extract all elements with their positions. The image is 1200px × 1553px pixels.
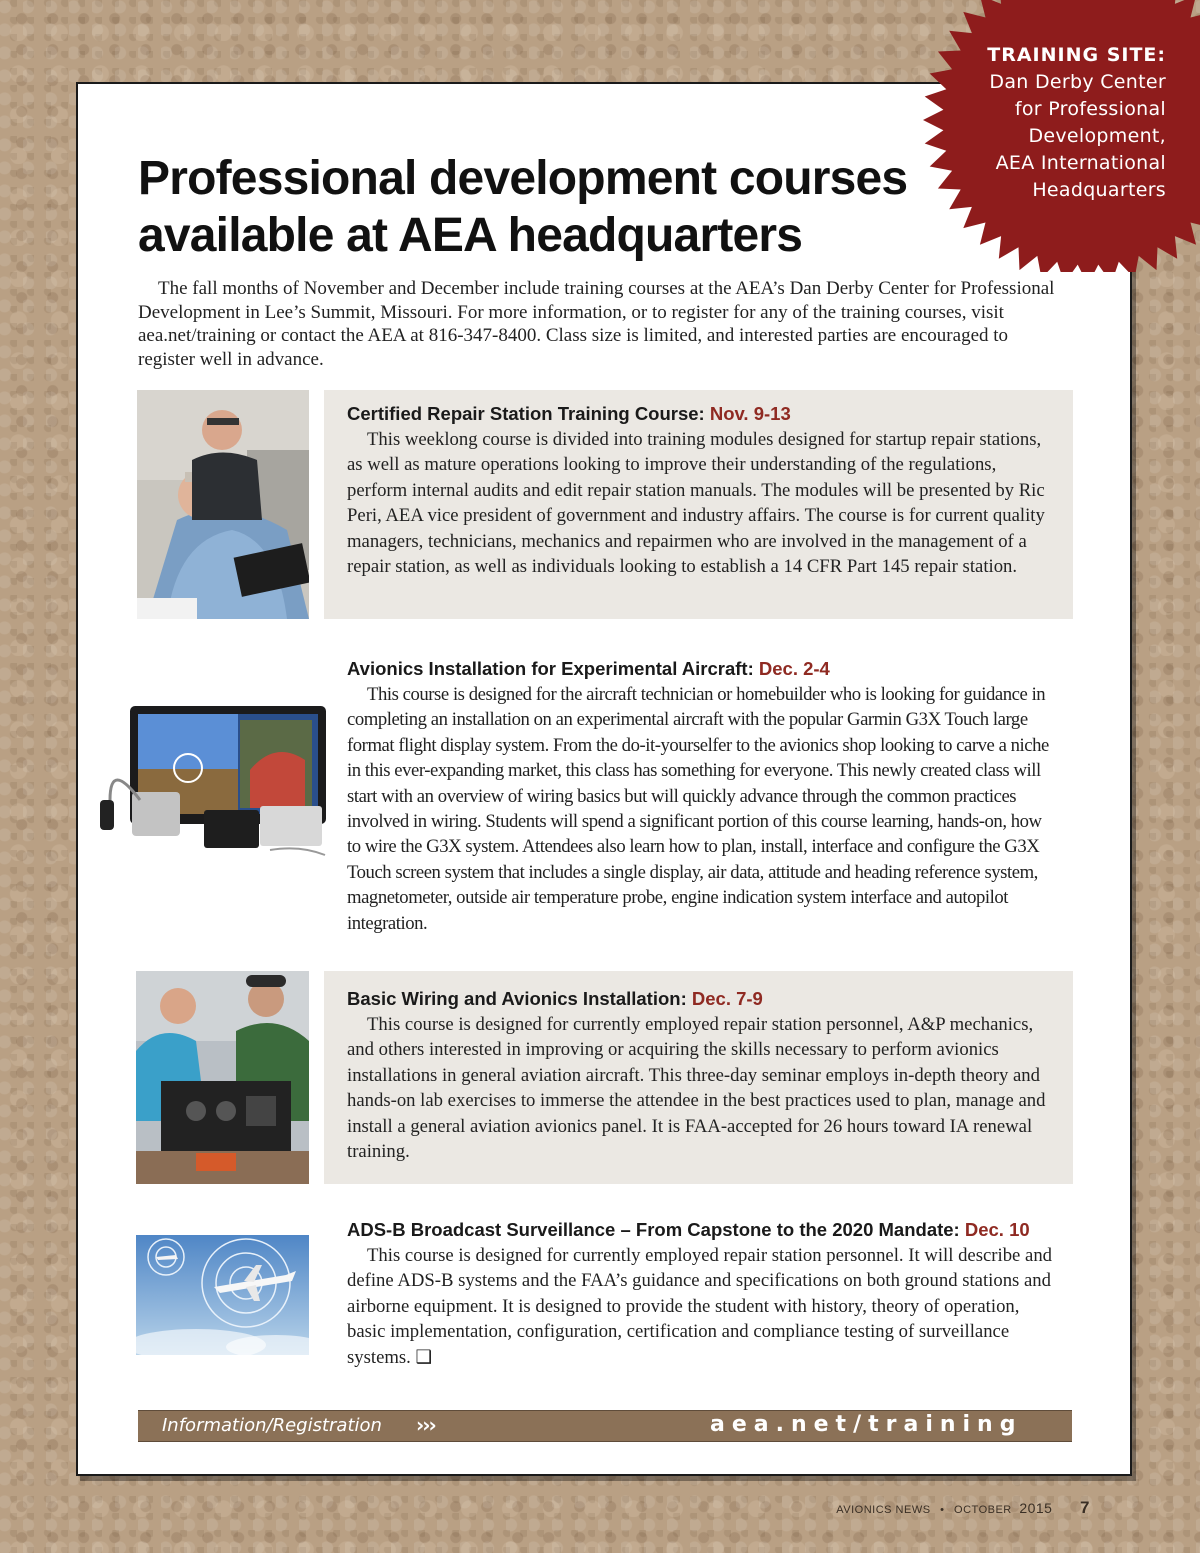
course-date: Dec. 10 [964, 1219, 1030, 1240]
photo-repair-station-class [137, 390, 309, 619]
course-date: Dec. 7-9 [691, 988, 763, 1009]
course-panel-repair-station [324, 390, 1073, 619]
title-line-1: Professional development courses [138, 152, 908, 205]
course-title: Certified Repair Station Training Course: Nov. 9-13 [347, 403, 791, 424]
course-description: This weeklong course is divided into training modules designed for startup repair stations, as well as mature operations looking to improve their understanding of the regulations, perform internal audits and edit repair station manuals. The modules will be presented by Ric Peri, AEA vice president of government and industry affairs. The course is for current quality managers, technicians, mechanics and repairmen who are involved in the management of a repair station, as well as individuals looking to establish a 14 CFR Part 145 repair station. [347, 429, 1045, 578]
publication-name: AVIONICS NEWS [836, 1504, 931, 1516]
badge-line: Headquarters [1032, 179, 1166, 201]
course-panel-experimental-aircraft [324, 645, 1073, 945]
issue-month: OCTOBER [954, 1504, 1012, 1516]
chevrons-right-icon: ››› [416, 1413, 435, 1437]
photo-ads-b-aircraft [136, 1235, 309, 1355]
training-site-badge [918, 0, 1200, 272]
photo-g3x-touch-system [100, 700, 330, 862]
course-description: This course is designed for the aircraft technician or homebuilder who is looking for guidance in completing an installation on an experimental aircraft with the popular Garmin G3X Touch large format flight display system. From the do-it-yourselfer to the avionics shop looking to carve a niche in this ever-expanding market, this class has something for everyone. This newly created class will start with an overview of wiring basics but will quickly advance through the common practices involved in wiring. Students will spend a significant portion of this course learning, hands-on, how to wire the G3X system. Attendees also learn how to plan, install, interface and configure the G3X Touch screen system that includes a single display, air data, attitude and heading reference system, magnetometer, outside air temperature probe, engine indication system interface and autopilot integration. [347, 684, 1049, 934]
issue-year: 2015 [1019, 1500, 1053, 1516]
course-panel-basic-wiring [324, 971, 1073, 1184]
course-date: Nov. 9-13 [709, 403, 791, 424]
course-description: This course is designed for currently employed repair station personnel. It will describe and define ADS-B systems and the FAA’s guidance and specifications on both ground stations and airborne equipment. It is designed to provide the student with history, theory of operation, basic implementation, configuration, certification and compliance testing of surveillance systems. ❑ [347, 1245, 1053, 1368]
course-title: ADS-B Broadcast Surveillance – From Capstone to the 2020 Mandate: Dec. 10 [347, 1219, 1030, 1240]
page-number: 7 [1080, 1498, 1090, 1517]
course-title: Basic Wiring and Avionics Installation: Dec. 7-9 [347, 988, 763, 1009]
title-line-2: available at AEA headquarters [138, 209, 803, 262]
course-date: Dec. 2-4 [758, 658, 830, 679]
badge-line: AEA International [995, 152, 1166, 174]
badge-heading: TRAINING SITE: [987, 44, 1166, 66]
intro-paragraph: The fall months of November and December include training courses at the AEA’s Dan Derby Center for Professional Development in Lee’s Summit, Missouri. For more information, or to register for any of the training courses, visit aea.net/training or contact the AEA at 816-347-8400. Class size is limited, and interested parties are encouraged to register well in advance. [138, 278, 1055, 370]
badge-line: for Professional [1014, 98, 1166, 120]
course-title: Avionics Installation for Experimental Aircraft: Dec. 2-4 [347, 658, 830, 679]
folio-bullet: • [940, 1504, 945, 1516]
badge-line: Dan Derby Center [989, 71, 1166, 93]
registration-bar [138, 1410, 1072, 1442]
registration-link[interactable]: aea.net/training [710, 1412, 1023, 1437]
course-panel-ads-b [324, 1210, 1073, 1375]
registration-label: Information/Registration [162, 1415, 382, 1436]
course-description: This course is designed for currently employed repair station personnel, A&P mechanics, and others interested in improving or acquiring the skills necessary to perform avionics installations in general aviation aircraft. This three-day seminar employs in-depth theory and hands-on lab exercises to immerse the attendee in the best practices used to plan, manage and install a general aviation avionics panel. It is FAA-accepted for 26 hours toward IA renewal training. [347, 1014, 1046, 1163]
photo-wiring-lab [136, 971, 309, 1184]
page-folio [836, 1498, 1090, 1518]
page-title [138, 150, 907, 264]
badge-line: Development, [1028, 125, 1166, 147]
